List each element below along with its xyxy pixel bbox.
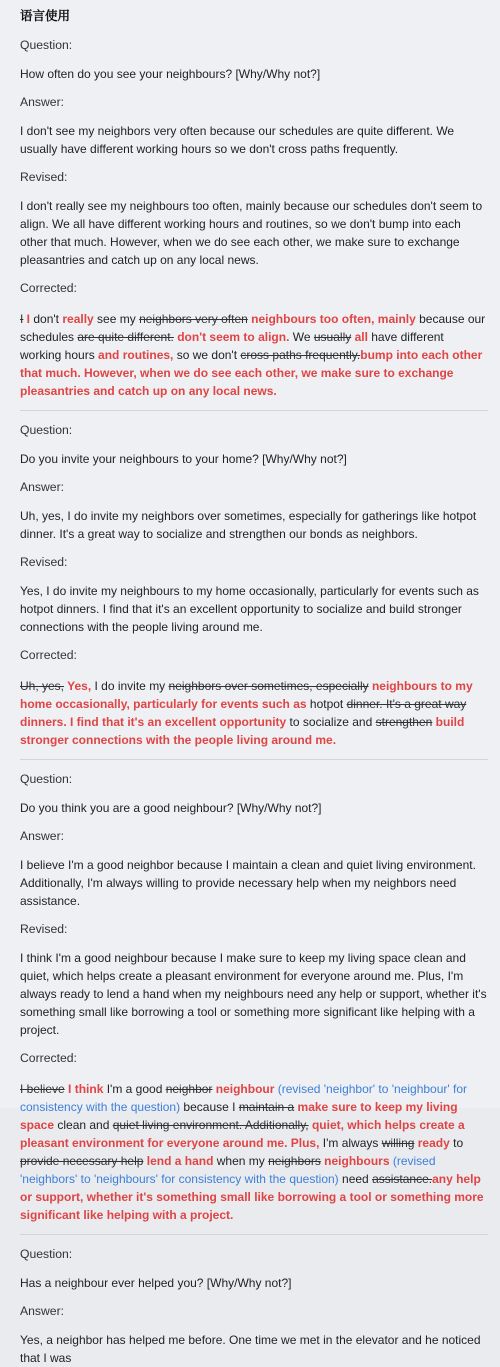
deleted-text: maintain a bbox=[238, 1100, 295, 1114]
page-title: 语言使用 bbox=[20, 9, 71, 23]
inserted-text: neighbours bbox=[320, 1154, 390, 1168]
qa-section-3 bbox=[20, 772, 488, 1224]
deleted-text: quiet living environment. Additionally, bbox=[112, 1118, 309, 1132]
inserted-text: I think bbox=[64, 1082, 104, 1096]
inserted-text: make sure to keep my living space bbox=[20, 1100, 458, 1132]
inserted-text: neighbours too often, mainly bbox=[247, 312, 416, 326]
revised-label: Revised: bbox=[20, 170, 68, 184]
unchanged-text: I'm always bbox=[319, 1136, 382, 1150]
unchanged-text: see my bbox=[93, 312, 140, 326]
revised-label: Revised: bbox=[20, 555, 68, 569]
question-label: Question: bbox=[20, 1247, 73, 1261]
corrected-label: Corrected: bbox=[20, 648, 77, 662]
unchanged-text: so we don't bbox=[173, 348, 241, 362]
qa-section-2 bbox=[20, 423, 488, 749]
revised-text: I think I'm a good neighbour because I make sure to keep my living space clean and quiet, which helps create a pleasant environment for everyone around me. Plus, I'm always ready to lend a hand when my neighbours need any help or support, whether it's something small like borrowing a tool or something more significant like helping with a project. bbox=[20, 951, 487, 1037]
section-divider bbox=[20, 1234, 488, 1235]
revised-text: I don't really see my neighbours too often, mainly because our schedules don't seem to align. We all have different working hours and routines, so we don't bump into each other that much. However, when we do see each other, we make sure to exchange pleasantries and catch up on any local news. bbox=[20, 199, 483, 267]
unchanged-text: have different working hours bbox=[20, 330, 444, 362]
question-label: Question: bbox=[20, 423, 73, 437]
unchanged-text: don't bbox=[30, 312, 63, 326]
deleted-text: I bbox=[20, 312, 24, 326]
inserted-text: dinners. I find that it's an excellent opportunity bbox=[20, 715, 287, 729]
deleted-text: neighbors over sometimes, especially bbox=[168, 679, 369, 693]
qa-section-4 bbox=[20, 1247, 488, 1367]
deleted-text: cross paths frequently. bbox=[240, 348, 361, 362]
inserted-text: I bbox=[23, 312, 31, 326]
deleted-text: strengthen bbox=[375, 715, 433, 729]
question-text: How often do you see your neighbours? [Why/Why not?] bbox=[20, 67, 321, 81]
inserted-text: ready bbox=[414, 1136, 450, 1150]
deleted-text: neighbor bbox=[165, 1082, 213, 1096]
answer-text: I don't see my neighbors very often because our schedules are quite different. We usually have different working hours so we don't cross paths frequently. bbox=[20, 124, 455, 156]
inserted-text: Yes, bbox=[64, 679, 92, 693]
inserted-text: neighbour bbox=[212, 1082, 275, 1096]
inserted-text: and routines, bbox=[98, 348, 174, 362]
answer-label: Answer: bbox=[20, 95, 65, 109]
corrected-label: Corrected: bbox=[20, 1051, 77, 1065]
unchanged-text: because our schedules bbox=[20, 312, 486, 344]
inserted-text: really bbox=[62, 312, 94, 326]
unchanged-text: We bbox=[289, 330, 314, 344]
question-text: Do you think you are a good neighbour? [Why/Why not?] bbox=[20, 801, 322, 815]
deleted-text: neighbors very often bbox=[139, 312, 248, 326]
qa-section-1 bbox=[20, 38, 488, 400]
inserted-text: neighbours to my home occasionally, particularly for events such as bbox=[20, 679, 473, 711]
deleted-text: dinner. It's a great way bbox=[346, 697, 467, 711]
inserted-text: lend a hand bbox=[143, 1154, 214, 1168]
answer-label: Answer: bbox=[20, 1304, 65, 1318]
revised-label: Revised: bbox=[20, 922, 68, 936]
unchanged-text: clean and bbox=[54, 1118, 113, 1132]
unchanged-text: hotpot bbox=[306, 697, 347, 711]
unchanged-text: I'm a good bbox=[103, 1082, 166, 1096]
answer-label: Answer: bbox=[20, 829, 65, 843]
unchanged-text: need bbox=[338, 1172, 373, 1186]
inserted-text: bump into each other that much. However, when we do see each other, we make sure to exchange pleasantries and catch up on any local news. bbox=[20, 348, 483, 398]
answer-label: Answer: bbox=[20, 480, 65, 494]
revision-note: (revised 'neighbor' to 'neighbour' for consistency with the question) bbox=[20, 1082, 468, 1114]
deleted-text: I believe bbox=[20, 1082, 65, 1096]
answer-text: Uh, yes, I do invite my neighbors over sometimes, especially for gatherings like hotpot dinner. It's a great way to socialize and strengthen our bonds as neighbors. bbox=[20, 509, 477, 541]
answer-text: I believe I'm a good neighbor because I maintain a clean and quiet living environment. Additionally, I'm always willing to provide necessary help when my neighbors need assistance. bbox=[20, 858, 476, 908]
corrected-text bbox=[20, 1080, 488, 1224]
inserted-text: all bbox=[351, 330, 368, 344]
deleted-text: neighbors bbox=[268, 1154, 321, 1168]
inserted-text: any help or support, whether it's something small like borrowing a tool or something more significant like helping with a project. bbox=[20, 1172, 484, 1222]
unchanged-text: because I bbox=[180, 1100, 239, 1114]
revised-text: Yes, I do invite my neighbours to my home occasionally, particularly for events such as hotpot dinners. I find that it's an excellent opportunity to socialize and build stronger connections with the people living around me. bbox=[20, 584, 479, 634]
corrected-label: Corrected: bbox=[20, 281, 77, 295]
section-divider bbox=[20, 759, 488, 760]
question-text: Has a neighbour ever helped you? [Why/Why not?] bbox=[20, 1276, 292, 1290]
deleted-text: usually bbox=[313, 330, 352, 344]
deleted-text: assistance. bbox=[372, 1172, 433, 1186]
answer-text: Yes, a neighbor has helped me before. One time we met in the elevator and he noticed that I was bbox=[20, 1333, 481, 1365]
question-text: Do you invite your neighbours to your home? [Why/Why not?] bbox=[20, 452, 347, 466]
question-label: Question: bbox=[20, 772, 73, 786]
unchanged-text: when my bbox=[213, 1154, 269, 1168]
inserted-text: don't seem to align. bbox=[173, 330, 290, 344]
section-divider bbox=[20, 410, 488, 411]
unchanged-text: to bbox=[449, 1136, 464, 1150]
corrected-text bbox=[20, 677, 488, 749]
deleted-text: willing bbox=[381, 1136, 415, 1150]
question-label: Question: bbox=[20, 38, 73, 52]
corrected-text bbox=[20, 310, 488, 400]
deleted-text: provide necessary help bbox=[20, 1154, 144, 1168]
inserted-text: build stronger connections with the people living around me. bbox=[20, 715, 465, 747]
deleted-text: Uh, yes, bbox=[20, 679, 65, 693]
unchanged-text: to socialize and bbox=[286, 715, 376, 729]
unchanged-text: I do invite my bbox=[91, 679, 169, 693]
deleted-text: are quite different. bbox=[77, 330, 174, 344]
inserted-text: quiet, which helps create a pleasant environment for everyone around me. Plus, bbox=[20, 1118, 465, 1150]
revision-note: (revised 'neighbors' to 'neighbours' for consistency with the question) bbox=[20, 1154, 436, 1186]
